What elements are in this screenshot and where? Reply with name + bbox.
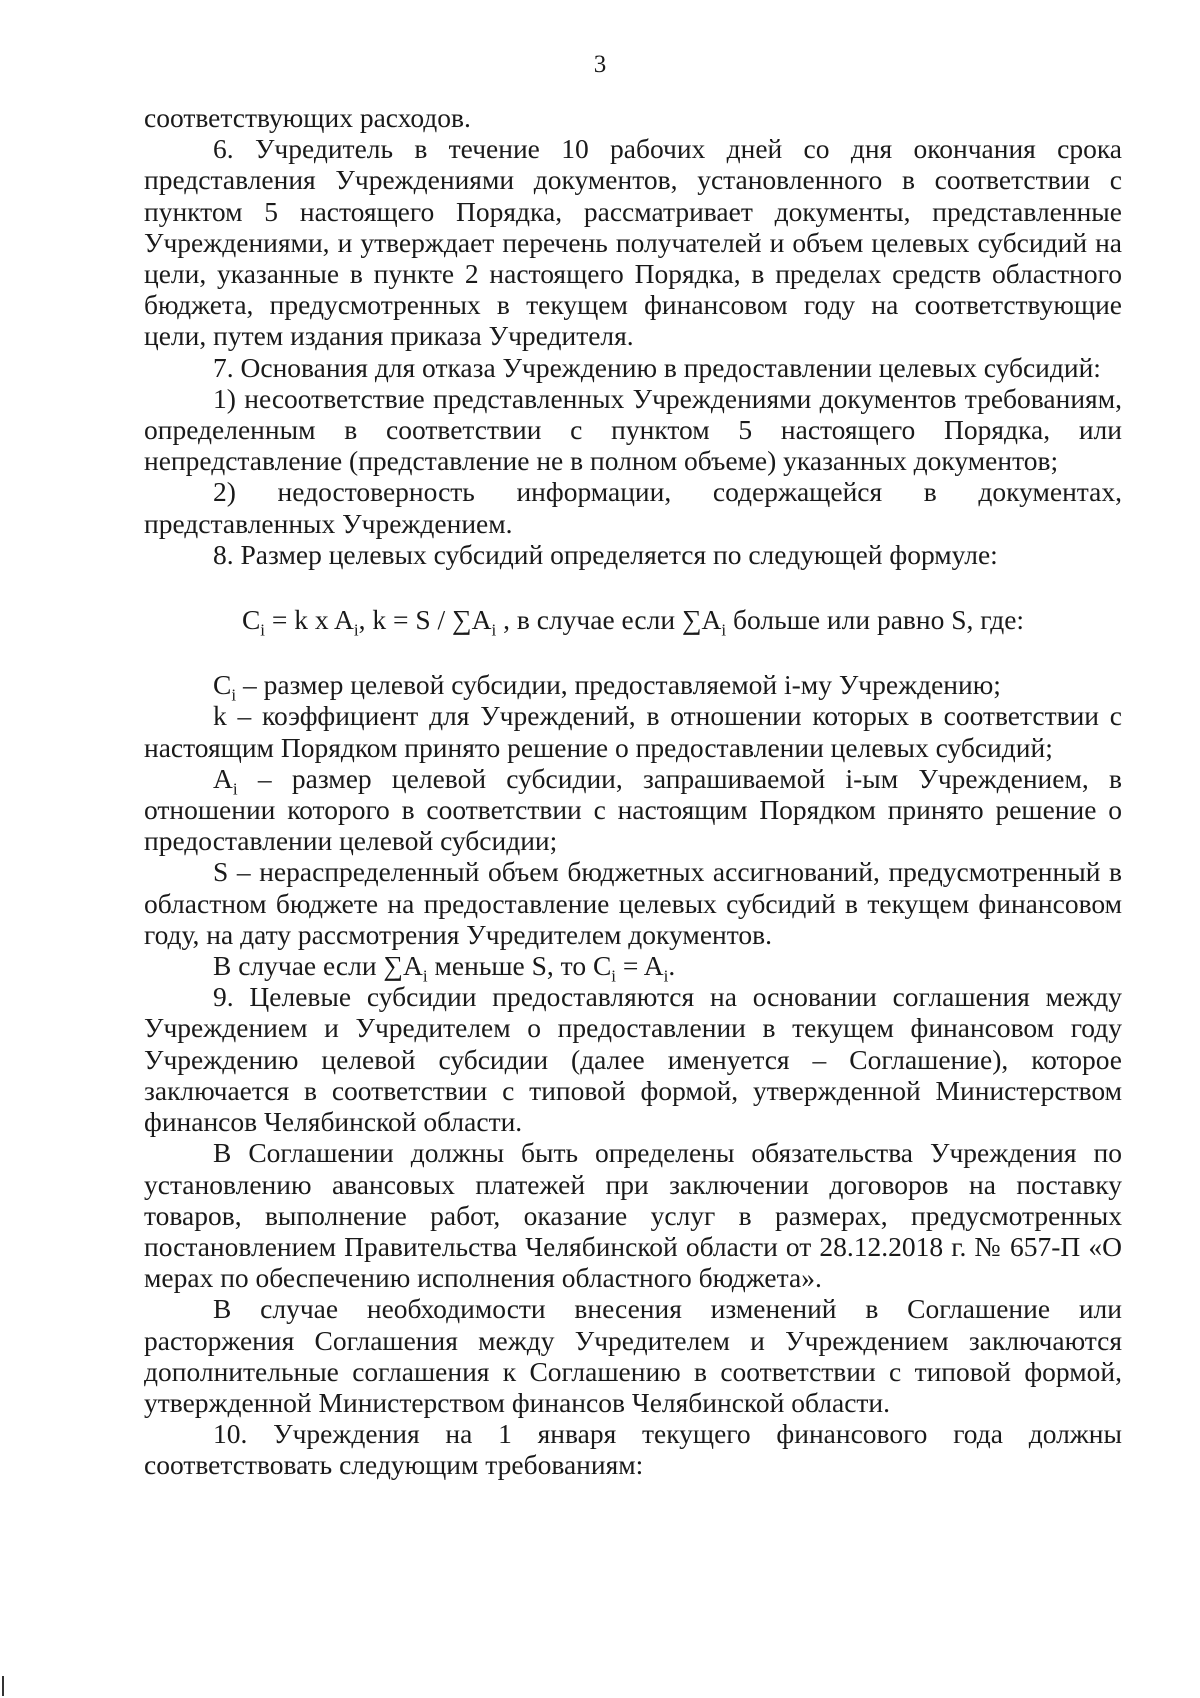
paragraph-7-item-2: 2) недостоверность информации, содержащейся в документах, представленных Учреждением. xyxy=(144,476,1122,539)
paragraph-6: 6. Учредитель в течение 10 рабочих дней со дня окончания срока представления Учреждениями документов, установленного в соответствии с пунктом 5 настоящего Порядка, рассматривает документы, представленные Учреждениями, и утверждает перечень получателей и объем целевых субсидий на цели, указанные в пункте 2 настоящего Порядка, в пределах средств областного бюджета, предусмотренных в текущем финансовом году на соответствующие цели, путем издания приказа Учредителя. xyxy=(144,133,1122,352)
paragraph-9-obligations: В Соглашении должны быть определены обязательства Учреждения по установлению авансовых платежей при заключении договоров на поставку товаров, выполнение работ, оказание услуг в размерах, предусмотренных постановлением Правительства Челябинской области от 28.12.2018 г. № 657-П «О мерах по обеспечению исполнения областного бюджета». xyxy=(144,1137,1122,1294)
definition-case: В случае если $\sum A_i$ меньше S, то $C_i = A_i$. xyxy=(213,950,676,986)
definition-ci: $C_i$ – размер целевой субсидии, предоставляемой i-му Учреждению; xyxy=(213,669,1001,705)
document-body xyxy=(144,102,1122,1481)
paragraph-9-amendments: В случае необходимости внесения изменений в Соглашение или расторжения Соглашения между Учредителем и Учреждением заключаются дополнительные соглашения к Соглашению в соответствии с типовой формой, утвержденной Министерством финансов Челябинской области. xyxy=(144,1293,1122,1418)
scan-margin-mark xyxy=(2,1676,4,1696)
paragraph-continuation: соответствующих расходов. xyxy=(144,102,471,133)
paragraph-10: 10. Учреждения на 1 января текущего финансового года должны соответствовать следующим требованиям: xyxy=(144,1418,1122,1481)
paragraph-8: 8. Размер целевых субсидий определяется по следующей формуле: xyxy=(213,538,998,570)
formula: $C_i = k$ x $A_i$, $k = S / \sum A_i$ , в случае если $\sum A_i$ больше или равно S, где: xyxy=(241,604,1025,640)
paragraph-7: 7. Основания для отказа Учреждению в предоставлении целевых субсидий: xyxy=(213,351,1101,383)
paragraph-9: 9. Целевые субсидии предоставляются на основании соглашения между Учреждением и Учредителем о предоставлении в текущем финансовом году Учреждению целевой субсидии (далее именуется – Соглашение), которое заключается в соответствии с типовой формой, утвержденной Министерством финансов Челябинской области. xyxy=(144,981,1122,1138)
definition-ai: $A_i$ – размер целевой субсидии, запрашиваемой i-ым Учреждением, в отношении которого в соответствии с настоящим Порядком принято решение о предоставлении целевой субсидии; xyxy=(144,762,1122,857)
page-number: 3 xyxy=(593,51,607,78)
definition-s: S – нераспределенный объем бюджетных ассигнований, предусмотренный в областном бюджете на предоставление целевых субсидий в текущем финансовом году, на дату рассмотрения Учредителем документов. xyxy=(144,856,1122,950)
paragraph-7-item-1: 1) несоответствие представленных Учреждениями документов требованиям, определенным в соответствии с пунктом 5 настоящего Порядка, или непредставление (представление не в полном объеме) указанных документов; xyxy=(144,382,1122,477)
definition-k: k – коэффициент для Учреждений, в отношении которых в соответствии с настоящим Порядком принято решение о предоставлении целевых субсидий; xyxy=(144,700,1122,763)
